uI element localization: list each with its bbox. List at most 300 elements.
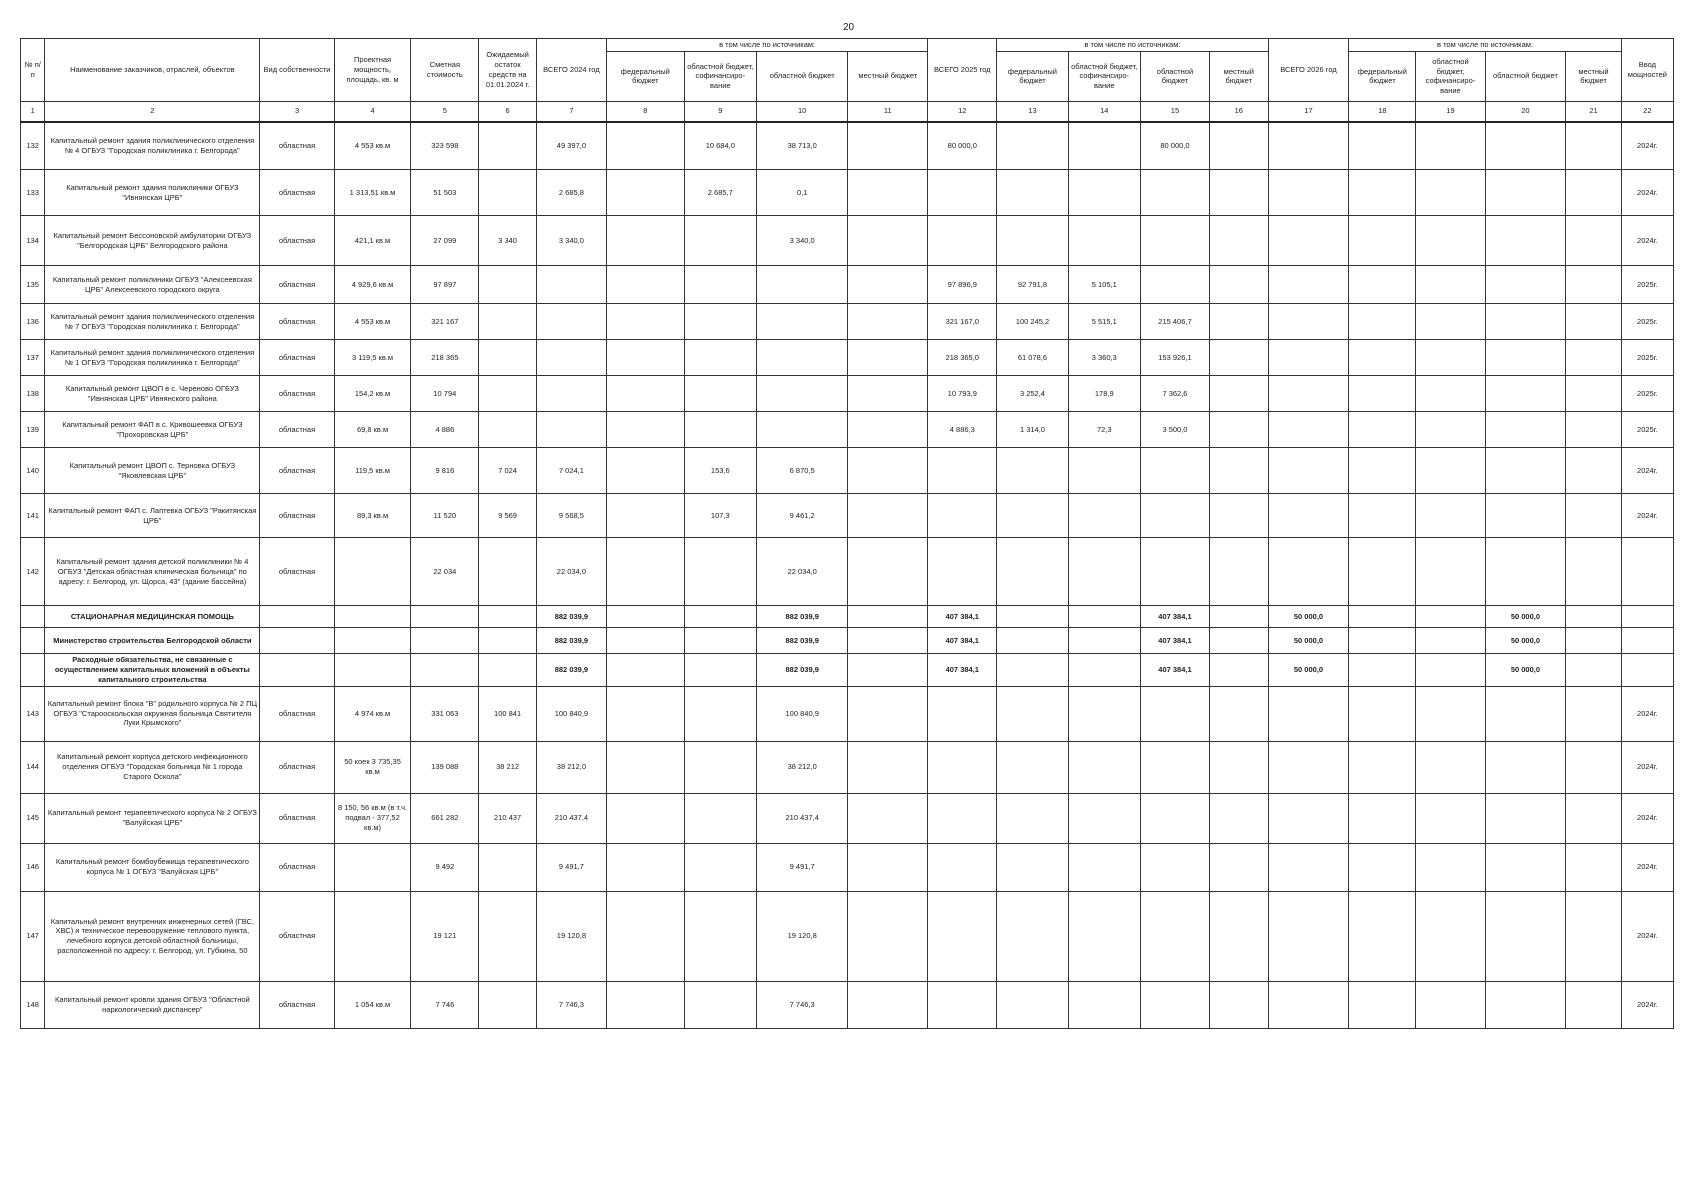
cell-estimate: 661 282 (411, 793, 479, 843)
cell-remaining (479, 654, 536, 686)
cell-remaining (479, 606, 536, 628)
cell-local-2025 (1210, 304, 1269, 340)
cell-total-2026 (1268, 741, 1349, 793)
cell-object-name: Капитальный ремонт ЦВОП с. Терновка ОГБУЗ "Яковлевская ЦРБ" (45, 448, 260, 494)
cell-total-2026 (1268, 340, 1349, 376)
cell-local-2024 (848, 266, 928, 304)
cell-local-2025 (1210, 376, 1269, 412)
header-commission: Ввод мощностей (1621, 39, 1673, 102)
cell-total-2025: 407 384,1 (928, 606, 997, 628)
cell-federal-2025 (997, 891, 1068, 981)
cell-total-2025: 80 000,0 (928, 122, 997, 170)
cell-remaining: 3 340 (479, 216, 536, 266)
cell-object-name: Расходные обязательства, не связанные с осуществлением капитальных вложений в объекты капитального строительства (45, 654, 260, 686)
cell-regional-cofin-2025 (1068, 448, 1140, 494)
cell-local-2026 (1566, 741, 1621, 793)
header-local-2026: местный бюджет (1566, 51, 1621, 101)
cell-total-2026 (1268, 538, 1349, 606)
page-number: 20 (842, 22, 855, 33)
cell-regional-cofin-2026 (1416, 170, 1485, 216)
cell-total-2024: 38 212,0 (536, 741, 606, 793)
cell-total-2025 (928, 494, 997, 538)
cell-ownership (260, 628, 334, 654)
cell-row-number (21, 628, 45, 654)
cell-total-2024 (536, 340, 606, 376)
cell-regional-2024: 22 034,0 (756, 538, 847, 606)
cell-row-number: 138 (21, 376, 45, 412)
cell-total-2025 (928, 891, 997, 981)
cell-regional-cofin-2025 (1068, 654, 1140, 686)
cell-total-2026 (1268, 448, 1349, 494)
cell-estimate: 4 886 (411, 412, 479, 448)
column-number: 12 (928, 101, 997, 122)
cell-row-number: 140 (21, 448, 45, 494)
header-total-2024: ВСЕГО 2024 год (536, 39, 606, 102)
cell-commission-year: 2024г. (1621, 793, 1673, 843)
cell-capacity (334, 606, 411, 628)
cell-federal-2026 (1349, 891, 1416, 981)
cell-capacity: 89,3 кв.м (334, 494, 411, 538)
cell-regional-cofin-2026 (1416, 793, 1485, 843)
cell-commission-year: 2024г. (1621, 448, 1673, 494)
cell-local-2024 (848, 981, 928, 1028)
cell-federal-2026 (1349, 266, 1416, 304)
cell-local-2025 (1210, 538, 1269, 606)
cell-total-2025: 4 886,3 (928, 412, 997, 448)
cell-federal-2024 (607, 494, 685, 538)
cell-object-name: Капитальный ремонт кровли здания ОГБУЗ "Областной наркологический диспансер" (45, 981, 260, 1028)
cell-federal-2026 (1349, 216, 1416, 266)
cell-total-2025 (928, 448, 997, 494)
cell-estimate: 9 816 (411, 448, 479, 494)
table-row (21, 793, 1674, 843)
cell-regional-cofin-2025 (1068, 686, 1140, 741)
cell-regional-cofin-2025 (1068, 628, 1140, 654)
header-regional-cofin-2024: областной бюджет, софинансиро-вание (684, 51, 756, 101)
header-federal-2025: федеральный бюджет (997, 51, 1068, 101)
cell-object-name: Капитальный ремонт здания поликлинического отделения № 4 ОГБУЗ "Городская поликлиника г. Белгорода" (45, 122, 260, 170)
cell-total-2024: 7 746,3 (536, 981, 606, 1028)
cell-regional-2024: 19 120,8 (756, 891, 847, 981)
cell-total-2025: 407 384,1 (928, 654, 997, 686)
cell-total-2026 (1268, 304, 1349, 340)
cell-regional-cofin-2024 (684, 843, 756, 891)
cell-object-name: Капитальный ремонт здания поликлиники ОГБУЗ "Ивнянская ЦРБ" (45, 170, 260, 216)
cell-local-2026 (1566, 448, 1621, 494)
column-number: 9 (684, 101, 756, 122)
cell-ownership: областная (260, 494, 334, 538)
header-estimate: Сметная стоимость (411, 39, 479, 102)
cell-regional-cofin-2026 (1416, 686, 1485, 741)
cell-local-2025 (1210, 981, 1269, 1028)
column-number: 11 (848, 101, 928, 122)
cell-regional-2026 (1485, 376, 1566, 412)
cell-object-name: Капитальный ремонт ЦВОП в с. Череново ОГБУЗ "Ивнянская ЦРБ" Ивнянского района (45, 376, 260, 412)
cell-regional-cofin-2026 (1416, 538, 1485, 606)
cell-capacity (334, 654, 411, 686)
cell-ownership: областная (260, 304, 334, 340)
cell-regional-cofin-2026 (1416, 122, 1485, 170)
column-number: 22 (1621, 101, 1673, 122)
section-row (21, 654, 1674, 686)
cell-local-2026 (1566, 843, 1621, 891)
cell-regional-2026 (1485, 266, 1566, 304)
cell-capacity: 50 коек 3 735,35 кв.м (334, 741, 411, 793)
column-number: 10 (756, 101, 847, 122)
cell-capacity: 421,1 кв.м (334, 216, 411, 266)
cell-capacity (334, 538, 411, 606)
header-no: № п/п (21, 39, 45, 102)
cell-regional-cofin-2026 (1416, 654, 1485, 686)
cell-total-2024 (536, 266, 606, 304)
cell-remaining (479, 843, 536, 891)
cell-local-2024 (848, 340, 928, 376)
cell-local-2024 (848, 686, 928, 741)
table-row (21, 412, 1674, 448)
cell-regional-2025: 215 406,7 (1140, 304, 1209, 340)
cell-row-number: 134 (21, 216, 45, 266)
cell-capacity (334, 891, 411, 981)
cell-total-2026 (1268, 793, 1349, 843)
cell-federal-2026 (1349, 843, 1416, 891)
cell-estimate: 139 088 (411, 741, 479, 793)
cell-commission-year: 2024г. (1621, 891, 1673, 981)
cell-remaining (479, 266, 536, 304)
cell-total-2026: 50 000,0 (1268, 654, 1349, 686)
column-number: 2 (45, 101, 260, 122)
cell-local-2025 (1210, 412, 1269, 448)
cell-remaining (479, 538, 536, 606)
cell-regional-cofin-2025 (1068, 606, 1140, 628)
cell-federal-2026 (1349, 538, 1416, 606)
cell-federal-2024 (607, 654, 685, 686)
cell-regional-cofin-2026 (1416, 606, 1485, 628)
cell-regional-cofin-2025: 5 515,1 (1068, 304, 1140, 340)
cell-regional-2024 (756, 340, 847, 376)
cell-commission-year: 2024г. (1621, 981, 1673, 1028)
cell-local-2024 (848, 494, 928, 538)
cell-object-name: Министерство строительства Белгородской области (45, 628, 260, 654)
cell-regional-cofin-2026 (1416, 981, 1485, 1028)
cell-federal-2024 (607, 376, 685, 412)
cell-row-number: 137 (21, 340, 45, 376)
cell-object-name: Капитальный ремонт ФАП в с. Кривошеевка ОГБУЗ "Прохоровская ЦРБ" (45, 412, 260, 448)
cell-federal-2026 (1349, 304, 1416, 340)
cell-regional-2024: 210 437,4 (756, 793, 847, 843)
cell-local-2025 (1210, 793, 1269, 843)
table-row (21, 741, 1674, 793)
cell-capacity: 4 553 кв.м (334, 122, 411, 170)
cell-total-2025: 218 365,0 (928, 340, 997, 376)
section-row (21, 606, 1674, 628)
cell-regional-cofin-2024 (684, 376, 756, 412)
cell-estimate: 97 897 (411, 266, 479, 304)
cell-federal-2024 (607, 843, 685, 891)
header-ownership: Вид собственности (260, 39, 334, 102)
budget-table (20, 38, 1674, 1029)
cell-row-number: 136 (21, 304, 45, 340)
cell-local-2026 (1566, 216, 1621, 266)
cell-regional-cofin-2024 (684, 686, 756, 741)
cell-local-2026 (1566, 981, 1621, 1028)
cell-federal-2024 (607, 122, 685, 170)
cell-commission-year (1621, 628, 1673, 654)
header-local-2025: местный бюджет (1210, 51, 1269, 101)
cell-ownership: областная (260, 981, 334, 1028)
header-sources-2026: в том числе по источникам: (1349, 39, 1621, 52)
cell-regional-cofin-2024: 10 684,0 (684, 122, 756, 170)
header-federal-2026: федеральный бюджет (1349, 51, 1416, 101)
cell-regional-2024 (756, 266, 847, 304)
column-number: 20 (1485, 101, 1566, 122)
header-capacity: Проектная мощность, площадь, кв. м (334, 39, 411, 102)
cell-local-2025 (1210, 266, 1269, 304)
cell-row-number: 144 (21, 741, 45, 793)
cell-total-2024 (536, 376, 606, 412)
cell-federal-2025: 3 252,4 (997, 376, 1068, 412)
cell-capacity: 4 929,6 кв.м (334, 266, 411, 304)
cell-ownership: областная (260, 376, 334, 412)
cell-federal-2026 (1349, 793, 1416, 843)
cell-local-2026 (1566, 170, 1621, 216)
cell-remaining: 100 841 (479, 686, 536, 741)
cell-regional-2024: 882 039,9 (756, 606, 847, 628)
cell-estimate (411, 654, 479, 686)
cell-total-2025 (928, 216, 997, 266)
cell-ownership (260, 654, 334, 686)
cell-regional-cofin-2024 (684, 412, 756, 448)
cell-ownership: областная (260, 686, 334, 741)
cell-regional-2025 (1140, 891, 1209, 981)
cell-local-2024 (848, 412, 928, 448)
cell-row-number: 132 (21, 122, 45, 170)
cell-local-2026 (1566, 686, 1621, 741)
cell-regional-2025: 80 000,0 (1140, 122, 1209, 170)
cell-regional-2025: 407 384,1 (1140, 628, 1209, 654)
cell-estimate: 19 121 (411, 891, 479, 981)
cell-object-name: Капитальный ремонт внутренних инженерных сетей (ГВС, ХВС) и техническое перевооружение теплового пункта, лечебного корпуса детской областной больницы, расположенной по адресу: г. Белгород, ул. Губкина, 50 (45, 891, 260, 981)
cell-federal-2025 (997, 170, 1068, 216)
cell-federal-2026 (1349, 170, 1416, 216)
cell-ownership: областная (260, 448, 334, 494)
column-number: 1 (21, 101, 45, 122)
cell-estimate: 321 167 (411, 304, 479, 340)
cell-federal-2024 (607, 891, 685, 981)
header-regional-cofin-2026: областной бюджет, софинансиро-вание (1416, 51, 1485, 101)
cell-remaining (479, 340, 536, 376)
cell-total-2024: 882 039,9 (536, 628, 606, 654)
cell-regional-2026 (1485, 843, 1566, 891)
cell-local-2025 (1210, 686, 1269, 741)
cell-total-2025 (928, 170, 997, 216)
cell-regional-cofin-2024 (684, 266, 756, 304)
cell-object-name: Капитальный ремонт терапевтического корпуса № 2 ОГБУЗ "Валуйская ЦРБ" (45, 793, 260, 843)
cell-federal-2025 (997, 494, 1068, 538)
table-row (21, 494, 1674, 538)
cell-regional-cofin-2025 (1068, 981, 1140, 1028)
cell-regional-cofin-2025 (1068, 741, 1140, 793)
cell-ownership: областная (260, 170, 334, 216)
cell-regional-cofin-2025: 3 360,3 (1068, 340, 1140, 376)
cell-federal-2025 (997, 216, 1068, 266)
cell-local-2026 (1566, 412, 1621, 448)
column-number: 18 (1349, 101, 1416, 122)
cell-total-2024: 3 340,0 (536, 216, 606, 266)
cell-regional-2025 (1140, 843, 1209, 891)
cell-ownership: областная (260, 412, 334, 448)
column-number: 15 (1140, 101, 1209, 122)
cell-federal-2026 (1349, 494, 1416, 538)
cell-regional-2026 (1485, 686, 1566, 741)
cell-federal-2026 (1349, 340, 1416, 376)
cell-total-2025 (928, 793, 997, 843)
cell-federal-2025: 92 791,8 (997, 266, 1068, 304)
cell-regional-2025 (1140, 170, 1209, 216)
cell-estimate: 331 063 (411, 686, 479, 741)
cell-row-number: 133 (21, 170, 45, 216)
cell-regional-cofin-2024 (684, 304, 756, 340)
cell-local-2025 (1210, 448, 1269, 494)
cell-regional-cofin-2025 (1068, 843, 1140, 891)
cell-federal-2025 (997, 686, 1068, 741)
cell-total-2025: 321 167,0 (928, 304, 997, 340)
cell-local-2025 (1210, 843, 1269, 891)
cell-total-2026 (1268, 686, 1349, 741)
cell-regional-2026 (1485, 494, 1566, 538)
cell-row-number (21, 654, 45, 686)
cell-total-2024 (536, 412, 606, 448)
cell-commission-year: 2025г. (1621, 376, 1673, 412)
cell-federal-2026 (1349, 412, 1416, 448)
cell-row-number (21, 606, 45, 628)
cell-commission-year (1621, 538, 1673, 606)
cell-regional-2026 (1485, 891, 1566, 981)
cell-local-2025 (1210, 891, 1269, 981)
table-row (21, 376, 1674, 412)
cell-regional-2026 (1485, 122, 1566, 170)
cell-federal-2024 (607, 628, 685, 654)
cell-regional-2024 (756, 304, 847, 340)
cell-object-name: Капитальный ремонт здания поликлинического отделения № 1 ОГБУЗ "Городская поликлиника г. Белгорода" (45, 340, 260, 376)
cell-regional-2024 (756, 376, 847, 412)
cell-regional-cofin-2024 (684, 340, 756, 376)
cell-estimate: 10 794 (411, 376, 479, 412)
cell-regional-cofin-2025 (1068, 891, 1140, 981)
cell-total-2025 (928, 686, 997, 741)
cell-total-2024 (536, 304, 606, 340)
cell-commission-year: 2025г. (1621, 340, 1673, 376)
cell-capacity (334, 843, 411, 891)
cell-local-2024 (848, 122, 928, 170)
cell-object-name: Капитальный ремонт здания детской поликлиники № 4 ОГБУЗ "Детская областная клиническая больница" по адресу: г. Белгород, ул. Щорса, 43" (здание бассейна) (45, 538, 260, 606)
cell-total-2024: 210 437,4 (536, 793, 606, 843)
cell-regional-cofin-2025: 72,3 (1068, 412, 1140, 448)
cell-total-2024: 19 120,8 (536, 891, 606, 981)
cell-local-2024 (848, 793, 928, 843)
column-number: 5 (411, 101, 479, 122)
header-federal-2024: федеральный бюджет (607, 51, 685, 101)
cell-regional-2025: 3 500,0 (1140, 412, 1209, 448)
cell-regional-cofin-2024: 107,3 (684, 494, 756, 538)
section-row (21, 628, 1674, 654)
cell-federal-2024 (607, 216, 685, 266)
cell-regional-2026: 50 000,0 (1485, 606, 1566, 628)
cell-regional-2026 (1485, 170, 1566, 216)
cell-local-2024 (848, 628, 928, 654)
cell-federal-2024 (607, 412, 685, 448)
cell-federal-2024 (607, 304, 685, 340)
cell-local-2026 (1566, 266, 1621, 304)
table-row (21, 843, 1674, 891)
cell-total-2026: 50 000,0 (1268, 628, 1349, 654)
cell-federal-2024 (607, 170, 685, 216)
cell-regional-cofin-2024 (684, 606, 756, 628)
cell-row-number: 147 (21, 891, 45, 981)
cell-federal-2026 (1349, 448, 1416, 494)
column-number: 21 (1566, 101, 1621, 122)
table-row (21, 170, 1674, 216)
cell-local-2024 (848, 654, 928, 686)
cell-ownership: областная (260, 340, 334, 376)
cell-regional-cofin-2026 (1416, 843, 1485, 891)
cell-regional-2025 (1140, 686, 1209, 741)
cell-regional-cofin-2026 (1416, 376, 1485, 412)
cell-federal-2025 (997, 122, 1068, 170)
cell-local-2024 (848, 448, 928, 494)
cell-commission-year: 2024г. (1621, 494, 1673, 538)
cell-total-2024: 882 039,9 (536, 654, 606, 686)
table-row (21, 686, 1674, 741)
cell-regional-2025 (1140, 448, 1209, 494)
cell-local-2026 (1566, 538, 1621, 606)
cell-local-2026 (1566, 122, 1621, 170)
cell-estimate: 7 746 (411, 981, 479, 1028)
cell-capacity: 119,5 кв.м (334, 448, 411, 494)
cell-federal-2025 (997, 448, 1068, 494)
cell-total-2024: 882 039,9 (536, 606, 606, 628)
cell-regional-cofin-2024 (684, 216, 756, 266)
table-row (21, 266, 1674, 304)
cell-total-2024: 9 568,5 (536, 494, 606, 538)
cell-regional-2026 (1485, 741, 1566, 793)
cell-local-2024 (848, 891, 928, 981)
header-regional-2024: областной бюджет (756, 51, 847, 101)
cell-regional-cofin-2024 (684, 741, 756, 793)
cell-federal-2025 (997, 741, 1068, 793)
cell-regional-cofin-2026 (1416, 494, 1485, 538)
cell-regional-cofin-2026 (1416, 304, 1485, 340)
cell-regional-cofin-2026 (1416, 741, 1485, 793)
cell-regional-2025 (1140, 981, 1209, 1028)
cell-regional-2024: 3 340,0 (756, 216, 847, 266)
cell-regional-2026: 50 000,0 (1485, 654, 1566, 686)
cell-federal-2024 (607, 448, 685, 494)
cell-regional-2024: 38 713,0 (756, 122, 847, 170)
header-regional-2025: областной бюджет (1140, 51, 1209, 101)
table-row (21, 304, 1674, 340)
cell-remaining (479, 981, 536, 1028)
cell-regional-2026 (1485, 538, 1566, 606)
cell-row-number: 146 (21, 843, 45, 891)
column-number: 19 (1416, 101, 1485, 122)
cell-total-2026 (1268, 170, 1349, 216)
cell-ownership: областная (260, 216, 334, 266)
cell-object-name: Капитальный ремонт здания поликлинического отделения № 7 ОГБУЗ "Городская поликлиника г. Белгорода" (45, 304, 260, 340)
table-row (21, 216, 1674, 266)
cell-regional-2025 (1140, 494, 1209, 538)
cell-federal-2025 (997, 793, 1068, 843)
cell-regional-2025 (1140, 741, 1209, 793)
